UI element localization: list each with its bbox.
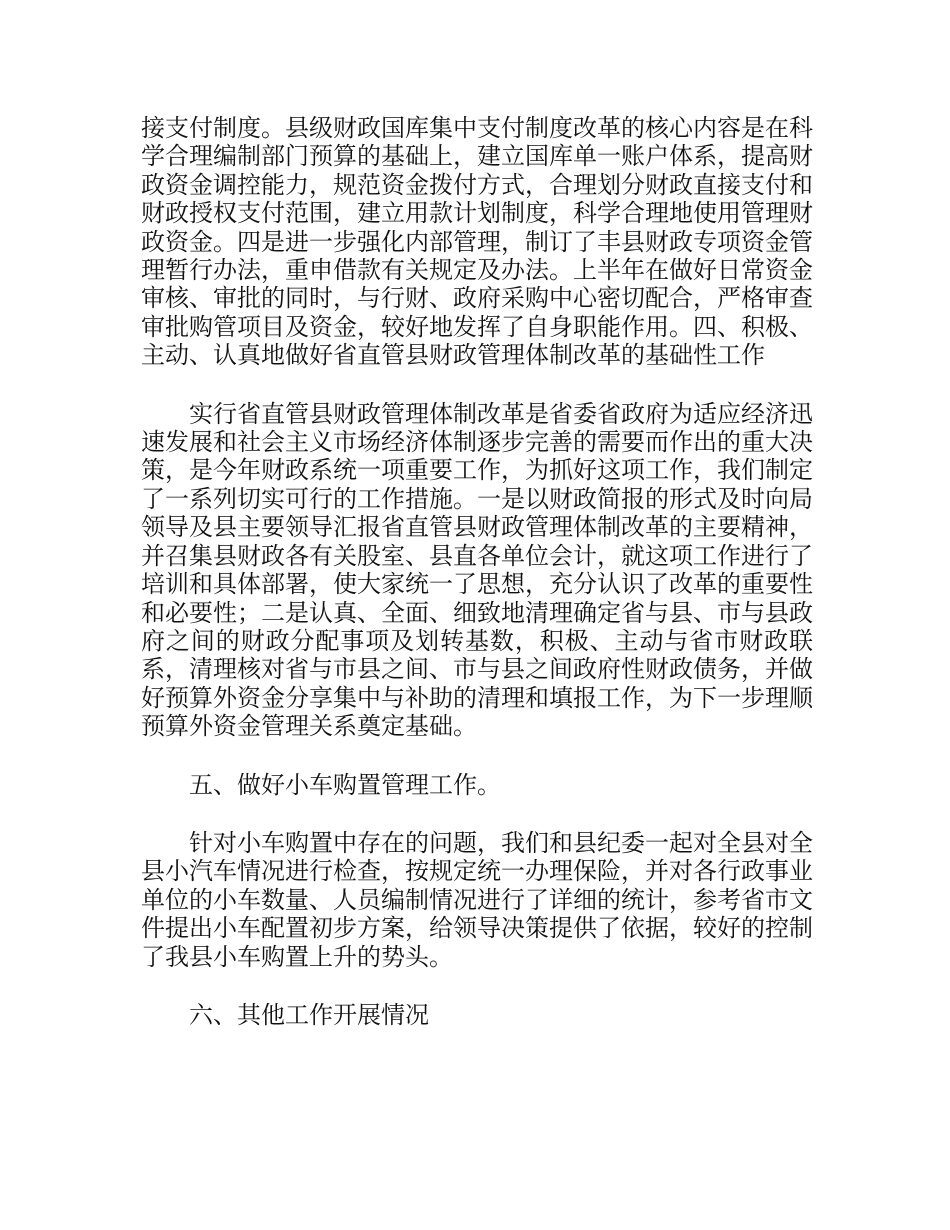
paragraph-reform-measures: 实行省直管县财政管理体制改革是省委省政府为适应经济迅速发展和社会主义市场经济体制逐步完善的需要而作出的重大决策，是今年财政系统一项重要工作，为抓好这项工作，我们制定了一系列切实可行的工作措施。一是以财政简报的形式及时向局领导及县主要领导汇报省直管县财政管理体制改革的主要精神，并召集县财政各有关股室、县直各单位会计，就这项工作进行了培训和具体部署，使大家统一了思想，充分认识了改革的重要性和必要性；二是认真、全面、细致地清理确定省与县、市与县政府之间的财政分配事项及划转基数，积极、主动与省市财政联系，清理核对省与市县之间、市与县之间政府性财政债务，并做好预算外资金分享集中与补助的清理和填报工作，为下一步理顺预算外资金管理关系奠定基础。 — [141, 399, 813, 741]
paragraph-vehicle-purchase: 针对小车购置中存在的问题，我们和县纪委一起对全县对全县小汽车情况进行检查，按规定统一办理保险，并对各行政事业单位的小车数量、人员编制情况进行了详细的统计，参考省市文件提出小车配置初步方案，给领导决策提供了依据，较好的控制了我县小车购置上升的势头。 — [141, 828, 813, 971]
document-body — [141, 114, 813, 1029]
section-heading-other-work: 六、其他工作开展情况 — [189, 1000, 429, 1029]
paragraph-continuation: 接支付制度。县级财政国库集中支付制度改革的核心内容是在科学合理编制部门预算的基础上，建立国库单一账户体系，提高财政资金调控能力，规范资金拨付方式，合理划分财政直接支付和财政授权支付范围，建立用款计划制度，科学合理地使用管理财政资金。四是进一步强化内部管理，制订了丰县财政专项资金管理暂行办法，重申借款有关规定及办法。上半年在做好日常资金审核、审批的同时，与行财、政府采购中心密切配合，严格审查审批购管项目及资金，较好地发挥了自身职能作用。四、积极、主动、认真地做好省直管县财政管理体制改革的基础性工作 — [141, 114, 813, 370]
section-heading-vehicle-purchase: 五、做好小车购置管理工作。 — [189, 770, 501, 799]
